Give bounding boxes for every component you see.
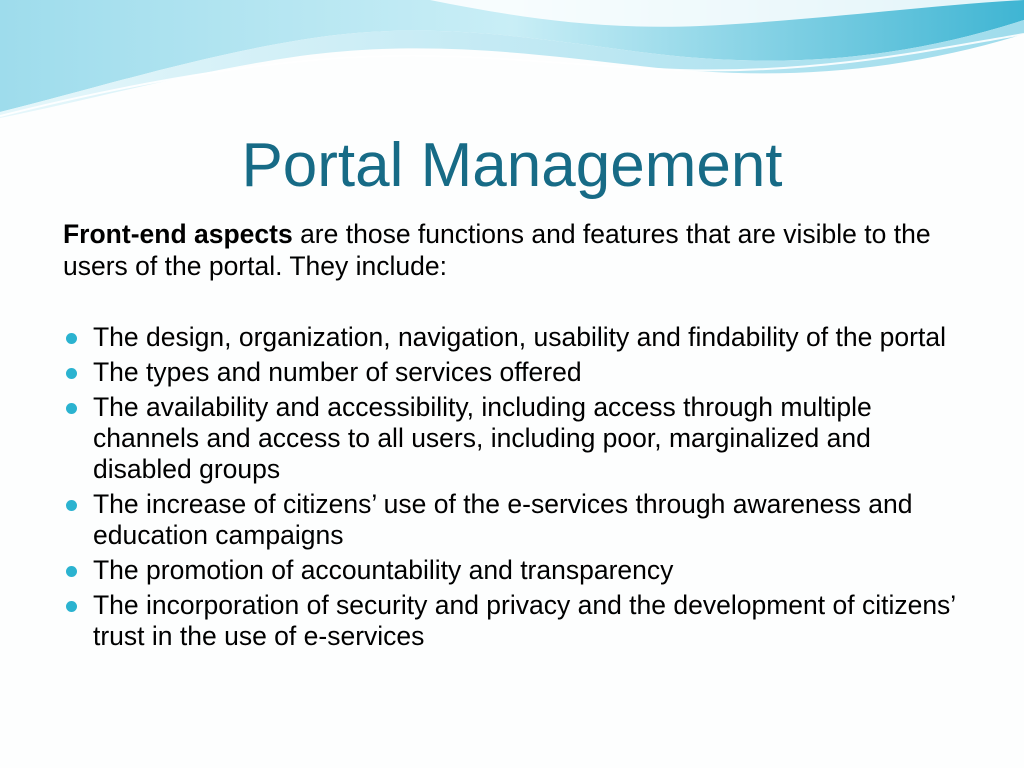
bullet-dot-icon [66, 333, 77, 344]
bullet-dot-icon [66, 368, 77, 379]
bullet-item [63, 555, 973, 586]
bullet-text: The increase of citizens’ use of the e-services through awareness and education campaigns [93, 489, 913, 550]
bullet-dot-icon [66, 403, 77, 414]
slide-title: Portal Management [241, 131, 783, 200]
bullet-text: The types and number of services offered [93, 357, 582, 387]
header-wave-decoration [0, 0, 1024, 120]
bullet-text: The design, organization, navigation, usability and findability of the portal [93, 322, 946, 352]
intro-paragraph [63, 218, 963, 282]
bullet-dot-icon [66, 566, 77, 577]
bullet-item [63, 489, 973, 551]
bullet-text: The incorporation of security and privacy and the development of citizens’ trust in the use of e-services [93, 590, 956, 651]
intro-bold-term: Front-end aspects [63, 219, 293, 249]
bullet-list [63, 322, 973, 656]
bullet-item [63, 322, 973, 353]
bullet-item [63, 590, 973, 652]
bullet-text: The availability and accessibility, including access through multiple channels and access to all users, including poor, marginalized and disabled groups [93, 392, 872, 484]
bullet-dot-icon [66, 500, 77, 511]
bullet-text: The promotion of accountability and transparency [93, 555, 674, 585]
bullet-dot-icon [66, 601, 77, 612]
bullet-item [63, 392, 973, 485]
intro-text: are those functions and features that are visible to the users of the portal. They include: [63, 219, 931, 281]
bullet-item [63, 357, 973, 388]
